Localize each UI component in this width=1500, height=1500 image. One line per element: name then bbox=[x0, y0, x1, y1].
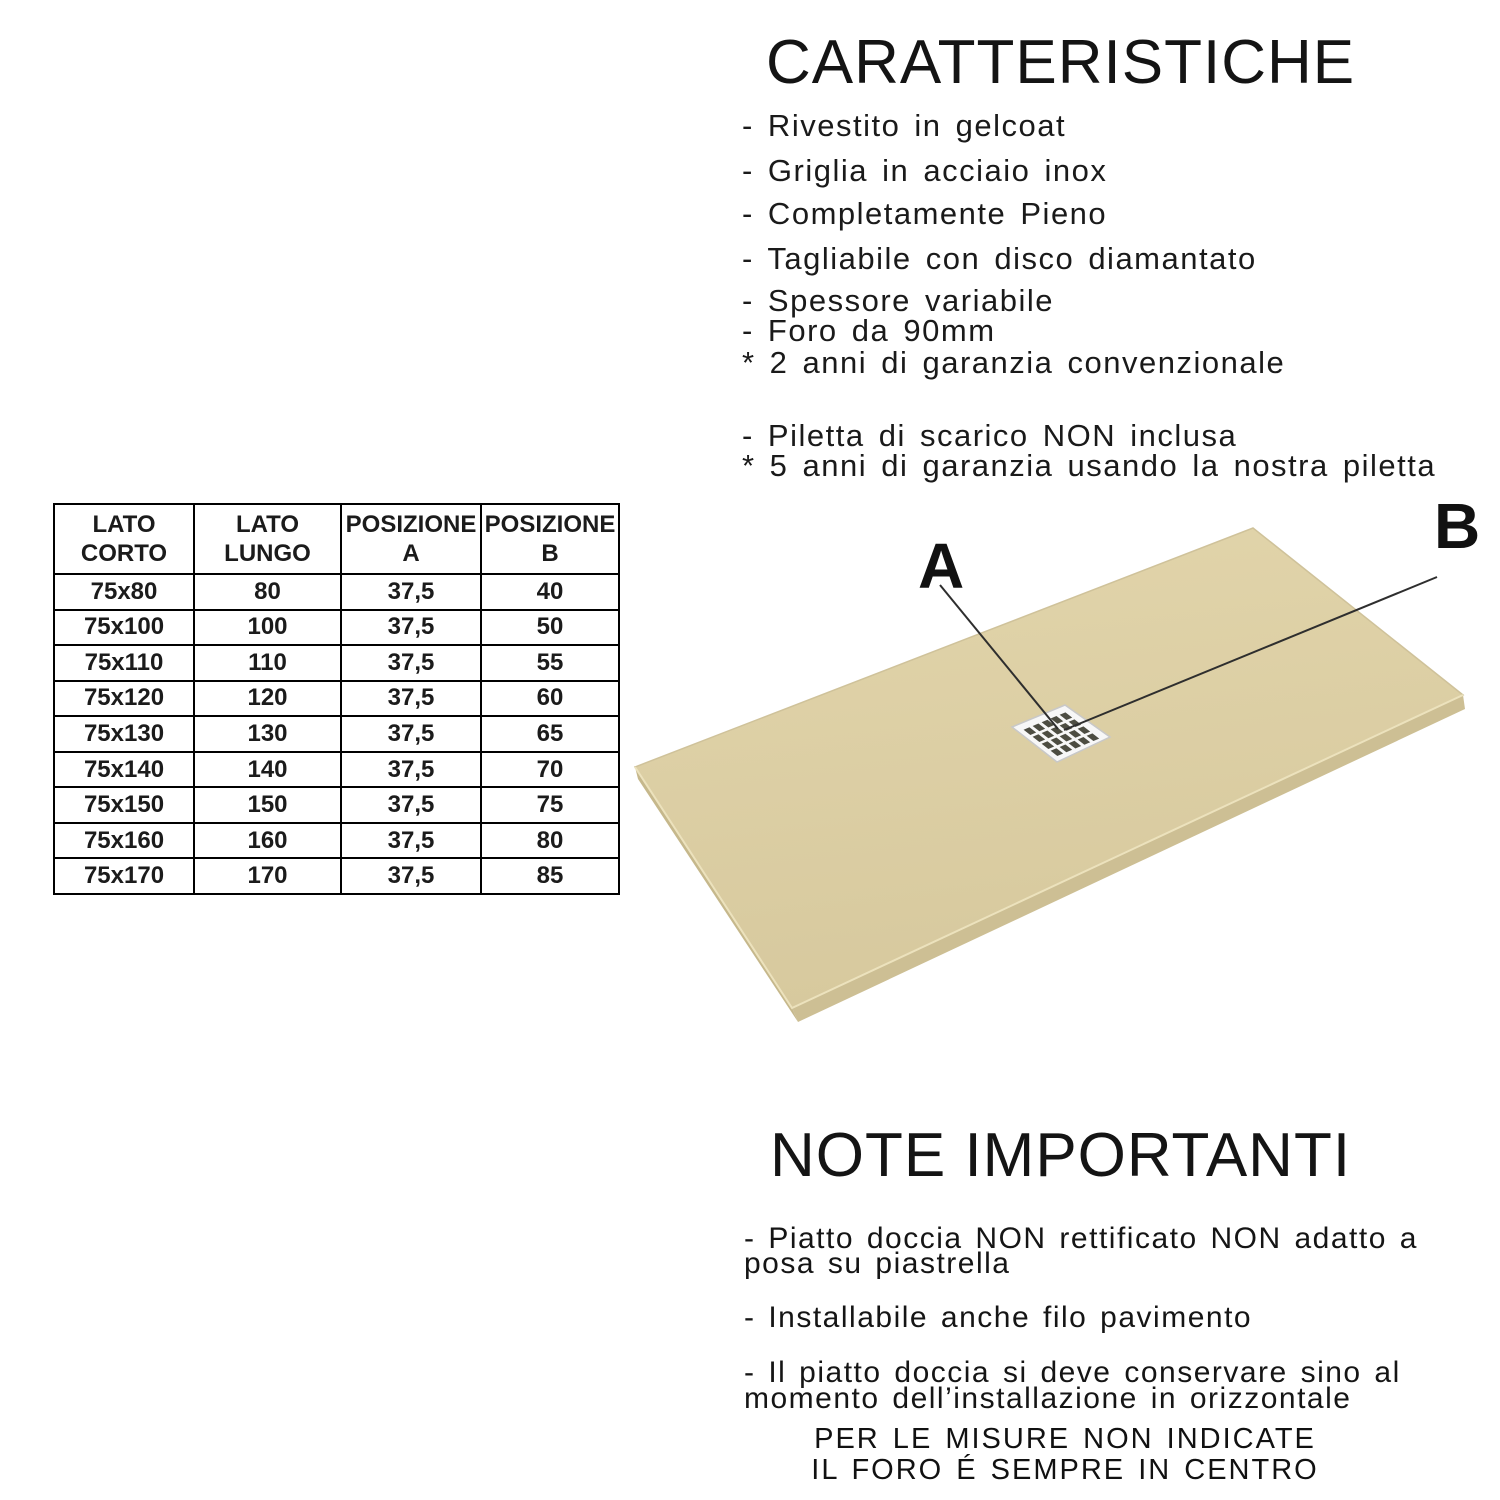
table-cell: 65 bbox=[481, 716, 619, 752]
table-cell: 130 bbox=[194, 716, 341, 752]
table-cell: 110 bbox=[194, 645, 341, 681]
table-cell: 75x170 bbox=[54, 858, 194, 894]
feature-item: - Tagliabile con disco diamantato bbox=[742, 241, 1257, 276]
table-row bbox=[54, 752, 619, 788]
footer-note-line: PER LE MISURE NON INDICATE bbox=[814, 1423, 1316, 1455]
table-cell: 37,5 bbox=[341, 823, 481, 859]
table-cell: 37,5 bbox=[341, 858, 481, 894]
table-row bbox=[54, 858, 619, 894]
table-cell: 37,5 bbox=[341, 752, 481, 788]
table-cell: 40 bbox=[481, 574, 619, 610]
table-cell: 37,5 bbox=[341, 681, 481, 717]
header-lato-lungo: LATO LUNGO bbox=[194, 504, 341, 574]
table-row bbox=[54, 681, 619, 717]
table-cell: 75 bbox=[481, 787, 619, 823]
table-cell: 70 bbox=[481, 752, 619, 788]
table-cell: 75x80 bbox=[54, 574, 194, 610]
table-cell: 50 bbox=[481, 610, 619, 646]
caratteristiche-title: CARATTERISTICHE bbox=[766, 28, 1356, 97]
table-cell: 60 bbox=[481, 681, 619, 717]
note-line: posa su piastrella bbox=[744, 1247, 1011, 1280]
note-line: - Il piatto doccia si deve conservare sino al bbox=[744, 1356, 1401, 1389]
feature-item: - Griglia in acciaio inox bbox=[742, 153, 1108, 188]
feature-item: * 2 anni di garanzia convenzionale bbox=[742, 345, 1286, 380]
table-cell: 75x110 bbox=[54, 645, 194, 681]
table-cell: 75x150 bbox=[54, 787, 194, 823]
table-cell: 150 bbox=[194, 787, 341, 823]
table-cell: 75x140 bbox=[54, 752, 194, 788]
feature-item: * 5 anni di garanzia usando la nostra piletta bbox=[742, 448, 1437, 483]
table-header-row bbox=[54, 504, 619, 574]
drain-position-label-a: A bbox=[918, 530, 965, 602]
table-cell: 37,5 bbox=[341, 716, 481, 752]
feature-item: - Piletta di scarico NON inclusa bbox=[742, 418, 1238, 453]
table-cell: 140 bbox=[194, 752, 341, 788]
table-cell: 80 bbox=[481, 823, 619, 859]
table-cell: 37,5 bbox=[341, 787, 481, 823]
table-row bbox=[54, 823, 619, 859]
size-position-table bbox=[53, 503, 620, 895]
table-cell: 75x130 bbox=[54, 716, 194, 752]
table-row bbox=[54, 574, 619, 610]
feature-item: - Spessore variabile bbox=[742, 283, 1054, 318]
table-row bbox=[54, 716, 619, 752]
shower-tray-illustration bbox=[560, 460, 1500, 1100]
note-line: - Installabile anche filo pavimento bbox=[744, 1301, 1253, 1334]
feature-item: - Completamente Pieno bbox=[742, 196, 1108, 231]
table-cell: 100 bbox=[194, 610, 341, 646]
table-cell: 75x100 bbox=[54, 610, 194, 646]
header-lato-corto: LATO CORTO bbox=[54, 504, 194, 574]
feature-item: - Foro da 90mm bbox=[742, 313, 996, 348]
table-cell: 55 bbox=[481, 645, 619, 681]
table-cell: 37,5 bbox=[341, 645, 481, 681]
table-cell: 170 bbox=[194, 858, 341, 894]
table-row bbox=[54, 787, 619, 823]
table-cell: 37,5 bbox=[341, 574, 481, 610]
header-posizione-b: POSIZIONE B bbox=[481, 504, 619, 574]
table-cell: 37,5 bbox=[341, 610, 481, 646]
table-row bbox=[54, 645, 619, 681]
feature-item: - Rivestito in gelcoat bbox=[742, 108, 1067, 143]
table-cell: 75x160 bbox=[54, 823, 194, 859]
table-cell: 75x120 bbox=[54, 681, 194, 717]
table-cell: 120 bbox=[194, 681, 341, 717]
table-cell: 85 bbox=[481, 858, 619, 894]
footer-note-line: IL FORO É SEMPRE IN CENTRO bbox=[811, 1454, 1319, 1486]
table-row bbox=[54, 610, 619, 646]
footer-note bbox=[740, 1424, 1390, 1486]
note-importanti-title: NOTE IMPORTANTI bbox=[770, 1121, 1352, 1190]
table-cell: 160 bbox=[194, 823, 341, 859]
table-cell: 80 bbox=[194, 574, 341, 610]
note-line: - Piatto doccia NON rettificato NON adatto a bbox=[744, 1222, 1418, 1255]
note-line: momento dell’installazione in orizzontale bbox=[744, 1382, 1352, 1415]
drain-position-label-b: B bbox=[1434, 490, 1481, 562]
header-posizione-a: POSIZIONE A bbox=[341, 504, 481, 574]
